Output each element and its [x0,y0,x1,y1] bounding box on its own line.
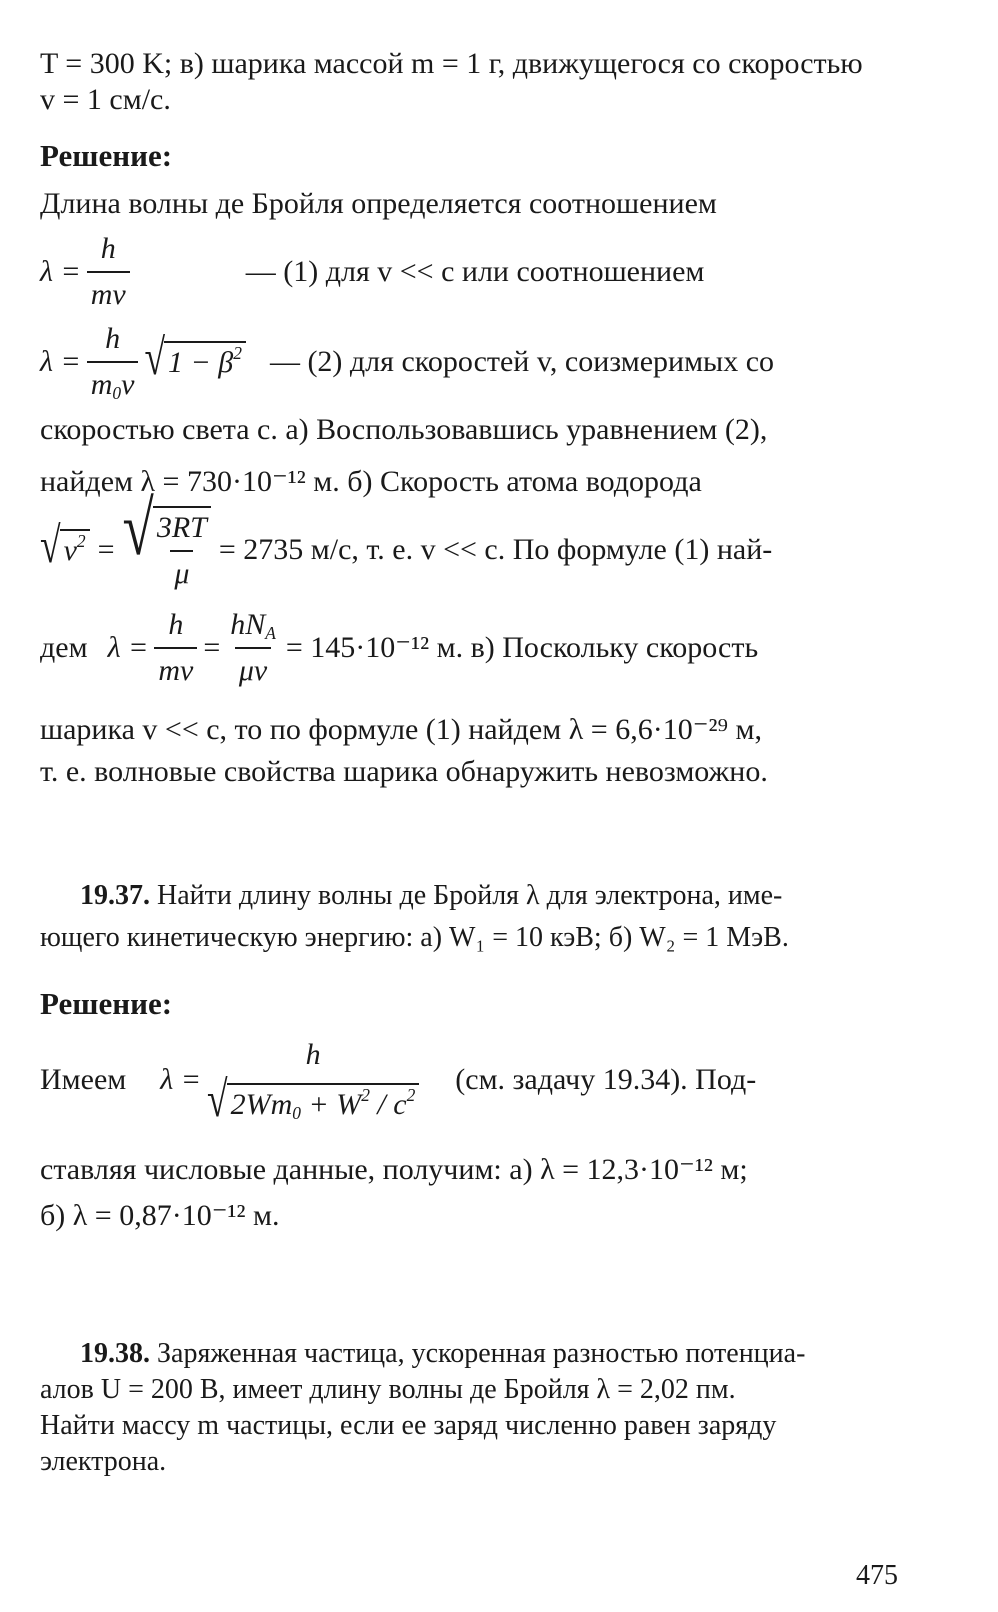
formula-2-line: λ = $\frac{h}{m_0v}$ √ $1 - \beta^2$ — (2) для скоростей v, соизмеримых со [40,322,940,402]
fraction-hna-over-mu-v: $\frac{hN_A}{\mu v}$ [226,605,280,691]
fraction-h-over-m0v: $\frac{h}{m_0v}$ [87,319,139,405]
problem-19-38-line-4: электрона. [40,1446,167,1477]
sqrt-one-minus-beta: √ $1 - \beta^2$ [144,341,245,383]
page-number: 475 [856,1560,898,1591]
formula-electron-text: (см. задачу 19.34). Под- [455,1063,757,1096]
intro-line-2: v = 1 см/с. [40,83,171,116]
fraction-relativistic-lambda: h √ $2Wm_0 + W^2 / c^2$ [207,1035,419,1124]
problem-19-38-line-3: Найти массу m частицы, если ее заряд численно равен заряду [40,1410,777,1441]
solution-line-1: Длина волны де Бройля определяется соотношением [40,187,717,220]
lambda-symbol: λ = [40,255,81,288]
sqrt-3rt-over-mu: √ $\frac{3RT}{\mu}$ [123,506,211,594]
formula-2-text: — (2) для скоростей v, соизмеримых со [269,345,775,378]
formula-hna-line: дем λ = $\frac{h}{mv}$ = $\frac{hN_A}{\mu v}$ = 145·10⁻¹² м. в) Поскольку скорость [40,606,940,690]
formula-hna-text: = 145·10⁻¹² м. в) Поскольку скорость [285,631,759,664]
intro-line-1: T = 300 K; в) шарика массой m = 1 г, движущегося со скоростью [40,47,863,80]
rms-speed-text: = 2735 м/с, т. е. v << c. По формуле (1) най- [218,533,773,566]
solution-heading: Решение: [40,138,173,173]
problem-number: 19.37. [80,880,150,911]
solution-line-9: т. е. волновые свойства шарика обнаружить невозможно. [40,755,768,788]
rms-speed-line: √ $v^2$ = √ $\frac{3RT}{\mu}$ = 2735 м/с, т. е. v << c. По формуле (1) най- [40,508,940,592]
problem-19-38-line-1: 19.38. Заряженная частица, ускоренная разностью потенциа- [80,1338,806,1369]
formula-1-line [40,232,940,312]
solution-heading-2: Решение: [40,986,173,1021]
problem-19-38-line-2: алов U = 200 В, имеет длину волны де Бройля λ = 2,02 пм. [40,1374,736,1405]
problem-19-37-line-1: 19.37. Найти длину волны де Бройля λ для электрона, име- [80,880,783,911]
solution2-line-2: ставляя числовые данные, получим: а) λ = 12,3·10⁻¹² м; [40,1153,748,1186]
solution-line-5: найдем λ = 730·10⁻¹² м. б) Скорость атома водорода [40,465,702,498]
formula-1-text: — (1) для v << c или соотношением [245,255,705,288]
solution2-line-3: б) λ = 0,87·10⁻¹² м. [40,1199,280,1232]
solution-line-4: скоростью света c. а) Воспользовавшись уравнением (2), [40,413,768,446]
problem-19-37-line-2: ющего кинетическую энергию: а) W₁ = 10 кэВ; б) W₂ = 1 МэВ. [40,922,789,953]
solution-line-8: шарика v << c, то по формуле (1) найдем λ = 6,6·10⁻²⁹ м, [40,713,762,746]
formula-electron-line: Имеем λ = h √ $2Wm_0 + W^2 / c^2$ (см. задачу 19.34). Под- [40,1030,940,1130]
fraction-h-over-mv: $\frac{h}{mv}$ [87,229,130,315]
